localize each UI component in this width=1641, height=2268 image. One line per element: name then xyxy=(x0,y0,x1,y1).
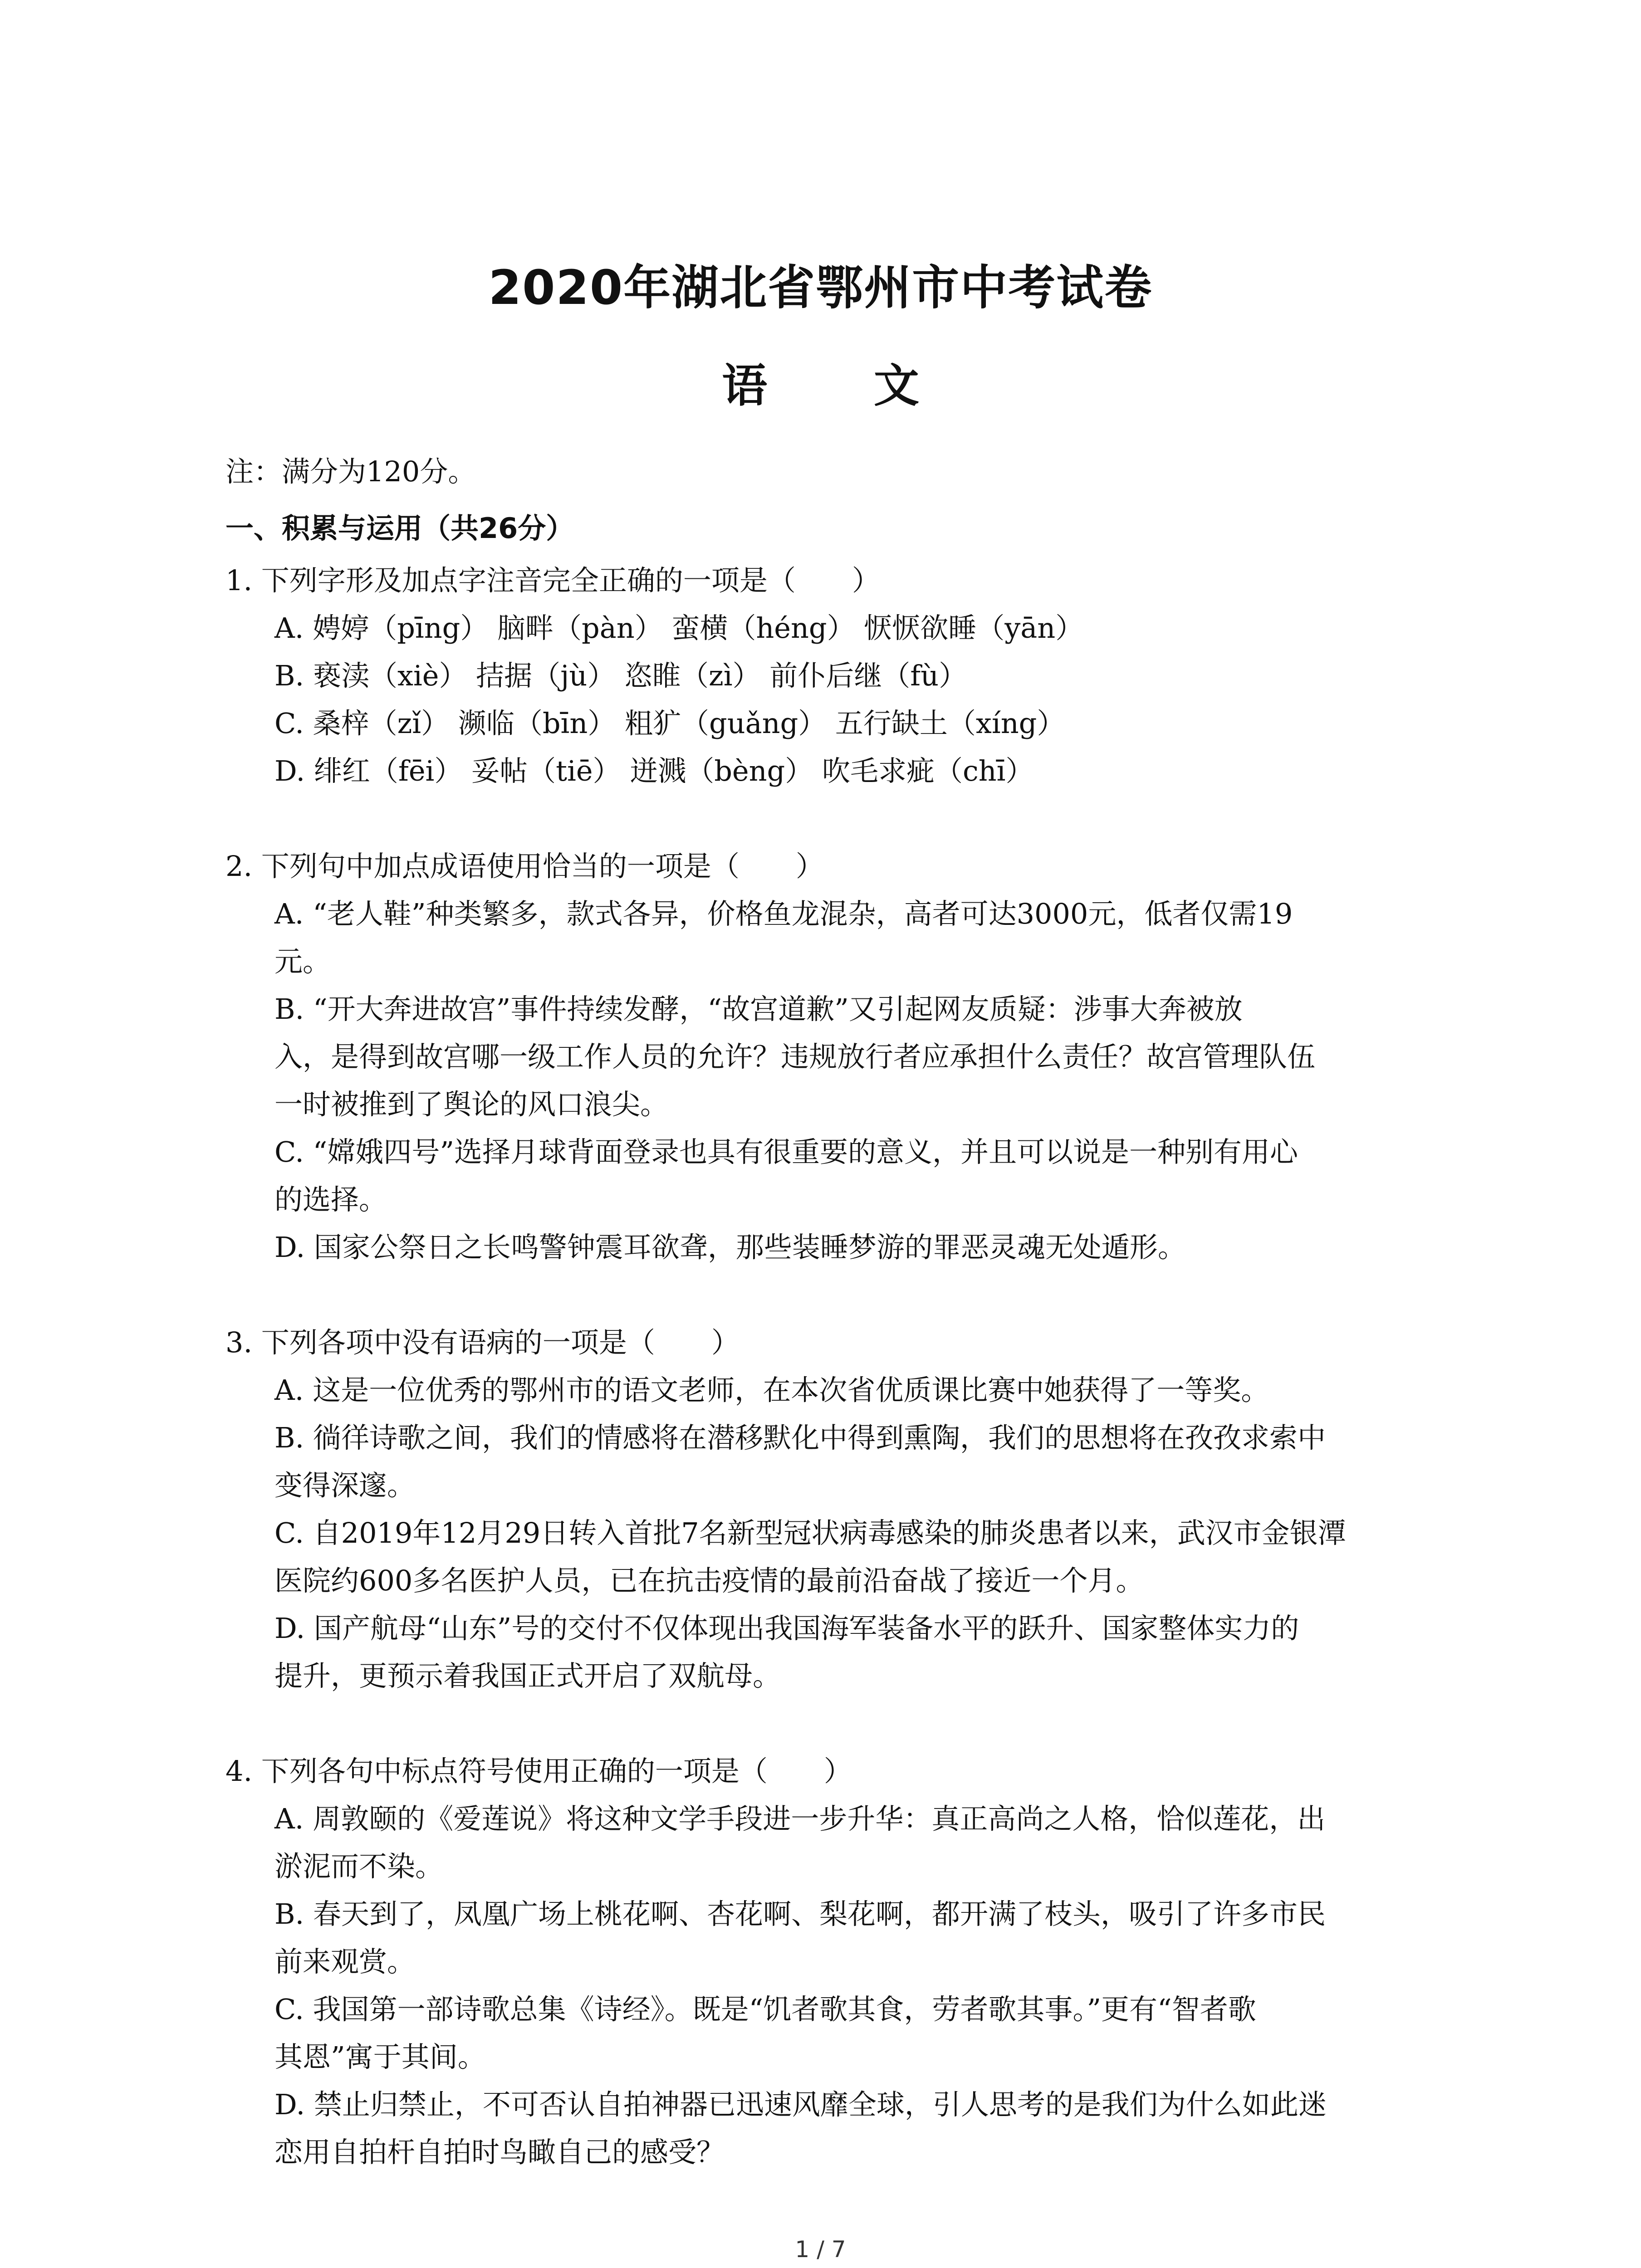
question-3-option-c-cont: 医院约600多名医护人员，已在抗击疫情的最前沿奋战了接近一个月。 xyxy=(274,1564,1144,1597)
question-4-option-a-cont: 淤泥而不染。 xyxy=(274,1850,444,1883)
question-2-option-b-cont: 入，是得到故宫哪一级工作人员的允许？违规放行者应承担什么责任？故宫管理队伍 xyxy=(274,1040,1316,1073)
question-4-option-c: C. 我国第一部诗歌总集《诗经》。既是“饥者歌其食，劳者歌其事。”更有“智者歌 xyxy=(274,1993,1256,2026)
question-4-option-d: D. 禁止归禁止，不可否认自拍神器已迅速风靡全球，引人思考的是我们为什么如此迷 xyxy=(274,2088,1327,2121)
question-2-option-a: A. “老人鞋”种类繁多，款式各异，价格鱼龙混杂，高者可达3000元，低者仅需19 xyxy=(274,897,1293,930)
score-note: 注：满分为120分。 xyxy=(225,455,476,488)
question-3-option-b-cont: 变得深邃。 xyxy=(274,1469,416,1502)
question-3-option-a: A. 这是一位优秀的鄂州市的语文老师，在本次省优质课比赛中她获得了一等奖。 xyxy=(274,1374,1269,1407)
question-2-stem: 2. 下列句中加点成语使用恰当的一项是（ ） xyxy=(225,850,824,883)
page-number: 1 / 7 xyxy=(795,2236,846,2263)
section-heading: 一、积累与运用（共26分） xyxy=(225,512,574,545)
subject-title: 语 文 xyxy=(722,359,965,412)
question-2-option-c: C. “嫦娥四号”选择月球背面登录也具有很重要的意义，并且可以说是一种别有用心 xyxy=(274,1135,1298,1168)
question-3-option-d-cont: 提升，更预示着我国正式开启了双航母。 xyxy=(274,1659,781,1692)
question-3-option-c: C. 自2019年12月29日转入首批7名新型冠状病毒感染的肺炎患者以来，武汉市金银潭 xyxy=(274,1516,1346,1549)
question-3-option-d: D. 国产航母“山东”号的交付不仅体现出我国海军装备水平的跃升、国家整体实力的 xyxy=(274,1612,1299,1645)
question-3-option-b: B. 徜徉诗歌之间，我们的情感将在潜移默化中得到熏陶，我们的思想将在孜孜求索中 xyxy=(274,1421,1326,1454)
question-4-stem: 4. 下列各句中标点符号使用正确的一项是（ ） xyxy=(225,1755,852,1788)
question-1-option-c: C. 桑梓（zǐ） 濒临（bīn） 粗犷（guǎng） 五行缺土（xíng） xyxy=(274,707,1065,740)
question-1-option-d: D. 绯红（fēi） 妥帖（tiē） 迸溅（bèng） 吹毛求疵（chī） xyxy=(274,754,1034,787)
page-title: 2020年湖北省鄂州市中考试卷 xyxy=(488,260,1153,315)
question-1-option-a: A. 娉婷（pīng） 脑畔（pàn） 蛮横（héng） 恹恹欲睡（yān） xyxy=(274,611,1084,645)
question-1-stem: 1. 下列字形及加点字注音完全正确的一项是（ ） xyxy=(225,564,880,597)
question-1-option-b: B. 亵渎（xiè） 拮据（jù） 恣睢（zì） 前仆后继（fù） xyxy=(274,659,967,692)
question-2-option-d: D. 国家公祭日之长鸣警钟震耳欲聋，那些装睡梦游的罪恶灵魂无处遁形。 xyxy=(274,1231,1186,1264)
question-4-option-d-cont: 恋用自拍杆自拍时鸟瞰自己的感受？ xyxy=(274,2136,725,2169)
question-4-option-a: A. 周敦颐的《爱莲说》将这种文学手段进一步升华：真正高尚之人格，恰似莲花，出 xyxy=(274,1802,1326,1835)
question-2-option-c-cont: 的选择。 xyxy=(274,1183,387,1216)
question-2-option-b: B. “开大奔进故宫”事件持续发酵，“故宫道歉”又引起网友质疑：涉事大奔被放 xyxy=(274,992,1243,1026)
question-4-option-c-cont: 其恩”寓于其间。 xyxy=(274,2040,486,2073)
question-4-option-b-cont: 前来观赏。 xyxy=(274,1945,416,1978)
question-2-option-a-cont: 元。 xyxy=(274,945,331,978)
question-3-stem: 3. 下列各项中没有语病的一项是（ ） xyxy=(225,1326,740,1359)
question-2-option-b-cont-2: 一时被推到了舆论的风口浪尖。 xyxy=(274,1088,669,1121)
question-4-option-b: B. 春天到了，凤凰广场上桃花啊、杏花啊、梨花啊，都开满了枝头，吸引了许多市民 xyxy=(274,1897,1326,1931)
